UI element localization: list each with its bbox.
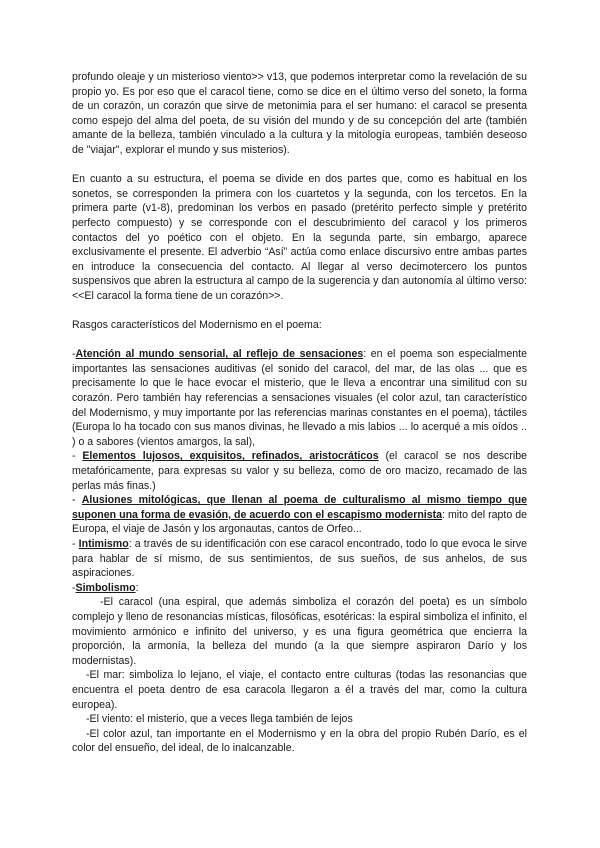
spacer: [72, 304, 527, 319]
symbol-azul: -El color azul, tan importante en el Modernismo y en la obra del propio Rubén Darío, es el color del ensueño, del ideal, de lo inalcanzable.: [72, 727, 527, 755]
spacer: [72, 333, 527, 348]
feature-title: Elementos lujosos, exquisitos, refinados, aristocráticos: [82, 450, 379, 463]
symbol-viento: -El viento: el misterio, que a veces llega también de lejos: [86, 713, 353, 726]
paragraph-interpretation: profundo oleaje y un misterioso viento>> v13, que podemos interpretar como la revelación de su propio yo. Es por eso que el caracol tiene, como se dice en el último verso del soneto, la forma de un corazón, un corazón que sirve de metonimia para el ser humano: el caracol se presenta como espejo del alma del poeta, de su visión del mundo y de su concepción del arte (también amante de la belleza, también vinculado a la cultura y la mitología europeas, también deseoso de "viajar", explorar el mundo y sus misterios).: [72, 71, 527, 156]
feature-mitologia: - Alusiones mitológicas, que llenan al poema de culturalismo al mismo tiempo que suponen una forma de evasión, de acuerdo con el escapismo modernista: mito del rapto de Europa, el viaje de Jasón y los argonautas, cantos de Orfeo...: [72, 494, 527, 536]
feature-title: Atención al mundo sensorial, al reflejo de sensaciones: [75, 348, 364, 361]
feature-title: Alusiones mitológicas, que llenan al poema de culturalismo al mismo tiempo que suponen una forma de evasión, de acuerdo con el escapismo modernista: [72, 494, 527, 521]
symbol-mar: -El mar: simboliza lo lejano, el viaje, el contacto entre culturas (todas las resonancias que encuentra el poeta dentro de esa caracola llegaron a él a través del mar, como la cultura europea).: [72, 669, 527, 711]
feature-title: Simbolismo: [75, 581, 136, 594]
feature-lujo: - Elementos lujosos, exquisitos, refinados, aristocráticos (el caracol se nos describe metafóricamente, para expresas su valor y su belleza, como de oro macizo, recamado de las perlas más finas.): [72, 450, 527, 492]
rasgos-heading: Rasgos característicos del Modernismo en el poema:: [72, 319, 322, 332]
feature-sensorial: -Atención al mundo sensorial, al reflejo de sensaciones: en el poema son especialmente importantes las sensaciones auditivas (el sonido del caracol, del mar, de las olas ... que es precisamente lo que le hace evocar el misterio, que le lleva a encontrar una similitud con su corazón. Pero también hay referencias a sensaciones visuales (el color azul, tan característico del Modernismo, y muy importante por las referencias marinas constantes en el poema), táctiles (Europa lo ha tocado con sus manos divinas, he llevado a mis labios ... lo acerqué a mis oídos .. ) o a sabores (vientos amargos, la sal),: [72, 348, 527, 448]
spacer: [72, 158, 527, 173]
feature-title: Intimismo: [78, 538, 129, 550]
symbol-caracol: -El caracol (una espiral, que además simboliza el corazón del poeta) es un símbolo complejo y lleno de resonancias místicas, filosóficas, esotéricas: la espiral simboliza el infinito, el movimiento armónico e infinito del universo, y es una figura geométrica que encierra la proporción, la armonía, la belleza del mundo (a la que siempre aspiraron Darío y los modernistas).: [72, 596, 527, 667]
paragraph-structure: En cuanto a su estructura, el poema se divide en dos partes que, como es habitual en los sonetos, se corresponden la primera con los cuartetos y la segunda, con los tercetos. En la primera parte (v1-8), predominan los verbos en pasado (pretérito perfecto simple y pretérito perfecto compuesto) y se corresponde con el descubrimiento del caracol y los primeros contactos del yo poético con el objeto. En la segunda parte, sin embargo, aparece exclusivamente el presente. El adverbio “Así” actúa como enlace discursivo entre ambas partes en introduce la consecuencia del contacto. Al llegar al verso decimotercero los puntos suspensivos que abren la estructura al campo de la sugerencia y dan autonomía al último verso: <<El caracol la forma tiene de un corazón>>.: [72, 173, 527, 302]
document-page: [72, 70, 527, 756]
feature-simbolismo: -Simbolismo:: [72, 581, 139, 594]
feature-intimismo: - Intimismo: a través de su identificación con ese caracol encontrado, todo lo que evoca le sirve para hablar de sí mismo, de sus sentimientos, de sus sueños, de sus anhelos, de sus aspiraciones.: [72, 538, 527, 580]
